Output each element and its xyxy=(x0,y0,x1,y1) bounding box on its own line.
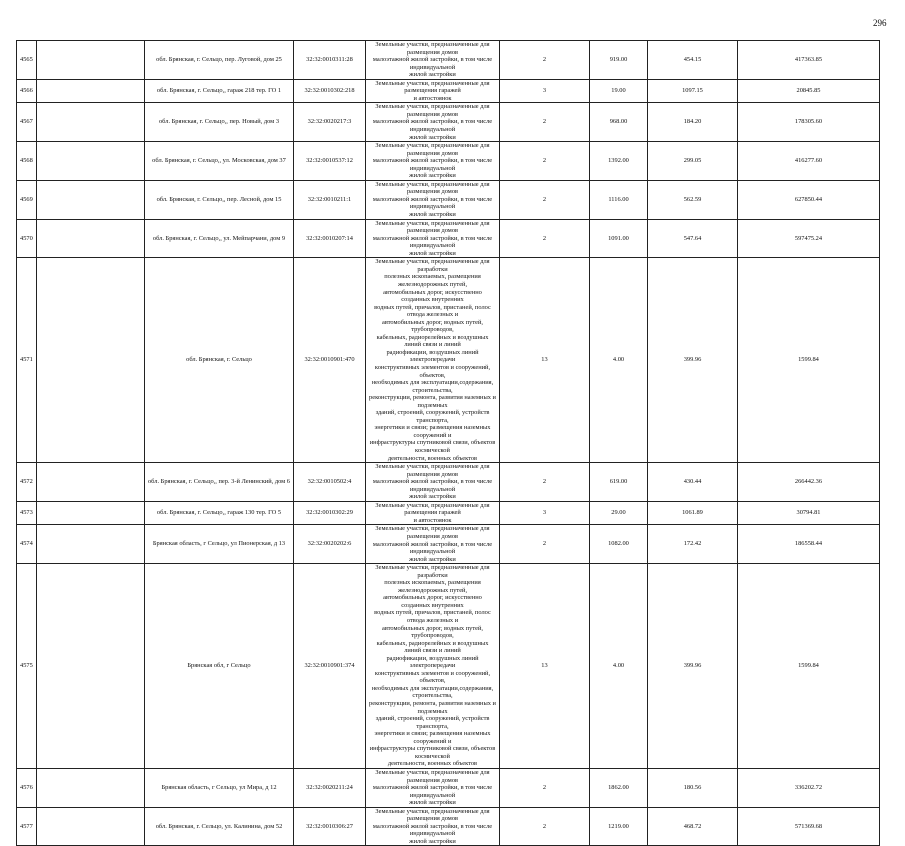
row-number-cell: 4572 xyxy=(17,463,37,502)
table-row xyxy=(17,79,880,103)
group-cell: 2 xyxy=(500,142,590,181)
cadastral-number-cell: 32:32:0010537:12 xyxy=(294,142,366,181)
address-cell: обл. Брянская, г. Сельцо,, ул. Московская, дом 37 xyxy=(145,142,294,181)
address-cell: Брянская область, г Сельцо, ул Пионерская, д 13 xyxy=(145,525,294,564)
land-use-cell: Земельные участки, предназначенные для размещения домов малоэтажной жилой застройки, в том числе индивидуальной жилой застройки xyxy=(366,142,500,181)
cadastral-number-cell: 32:32:0010302:218 xyxy=(294,79,366,103)
address-cell: Брянская обл, г Сельцо xyxy=(145,564,294,769)
specific-value-cell: 399.96 xyxy=(648,564,738,769)
land-use-cell: Земельные участки, предназначенные для размещения гаражей и автостоянок xyxy=(366,79,500,103)
row-number-cell: 4576 xyxy=(17,768,37,807)
group-cell: 2 xyxy=(500,463,590,502)
cadastral-value-cell: 266442.36 xyxy=(738,463,880,502)
land-use-cell: Земельные участки, предназначенные для размещения домов малоэтажной жилой застройки, в том числе индивидуальной жилой застройки xyxy=(366,463,500,502)
cadastral-number-cell: 32:32:0020217:3 xyxy=(294,103,366,142)
cadastral-number-cell: 32:32:0020202:6 xyxy=(294,525,366,564)
specific-value-cell: 454.15 xyxy=(648,41,738,80)
land-use-cell: Земельные участки, предназначенные для размещения гаражей и автостоянок xyxy=(366,501,500,525)
group-cell: 2 xyxy=(500,807,590,846)
area-cell: 1082.00 xyxy=(590,525,648,564)
land-use-cell: Земельные участки, предназначенные для разработки полезных ископаемых, размещения железнодорожных путей, автомобильных дорог, искусственно созданных внутренних водных путей, причалов, пристаней, полос отвода железных и автомобильных дорог, водных путей, трубопроводов, кабельных, радиорелейных и воздушных линий связи и линий радиофикации, воздушных линий электропередачи конструктивных элементов и сооружений, объектов, необходимых для эксплуатации,содержания, строительства, реконструкции, ремонта, развития наземных и подземных зданий, строений, сооружений, устройств транспорта, энергетики и связи; размещения наземных сооружений и инфраструктуры спутниковой связи, объектов космической деятельности, военных объектов xyxy=(366,564,500,769)
table-row xyxy=(17,564,880,769)
empty-cell xyxy=(37,463,145,502)
cadastral-value-cell: 597475.24 xyxy=(738,219,880,258)
cadastral-number-cell: 32:32:0010901:374 xyxy=(294,564,366,769)
cadastral-value-cell: 1599.84 xyxy=(738,258,880,463)
row-number-cell: 4574 xyxy=(17,525,37,564)
table-row xyxy=(17,807,880,846)
address-cell: обл. Брянская, г. Сельцо, пер. Луговой, дом 25 xyxy=(145,41,294,80)
table-row xyxy=(17,41,880,80)
specific-value-cell: 562.59 xyxy=(648,180,738,219)
address-cell: обл. Брянская, г. Сельцо,, пер. Лесной, дом 15 xyxy=(145,180,294,219)
area-cell: 1116.00 xyxy=(590,180,648,219)
table-row xyxy=(17,180,880,219)
table-row xyxy=(17,501,880,525)
cadastral-value-cell: 178305.60 xyxy=(738,103,880,142)
cadastral-value-cell: 627850.44 xyxy=(738,180,880,219)
group-cell: 13 xyxy=(500,258,590,463)
empty-cell xyxy=(37,103,145,142)
specific-value-cell: 1097.15 xyxy=(648,79,738,103)
specific-value-cell: 547.64 xyxy=(648,219,738,258)
area-cell: 968.00 xyxy=(590,103,648,142)
table-row xyxy=(17,219,880,258)
specific-value-cell: 430.44 xyxy=(648,463,738,502)
land-use-cell: Земельные участки, предназначенные для размещения домов малоэтажной жилой застройки, в том числе индивидуальной жилой застройки xyxy=(366,41,500,80)
group-cell: 3 xyxy=(500,79,590,103)
row-number-cell: 4567 xyxy=(17,103,37,142)
cadastral-value-cell: 20845.85 xyxy=(738,79,880,103)
row-number-cell: 4571 xyxy=(17,258,37,463)
specific-value-cell: 468.72 xyxy=(648,807,738,846)
land-use-cell: Земельные участки, предназначенные для размещения домов малоэтажной жилой застройки, в том числе индивидуальной жилой застройки xyxy=(366,180,500,219)
group-cell: 2 xyxy=(500,768,590,807)
specific-value-cell: 172.42 xyxy=(648,525,738,564)
empty-cell xyxy=(37,525,145,564)
cadastral-number-cell: 32:32:0010207:14 xyxy=(294,219,366,258)
address-cell: обл. Брянская, г. Сельцо xyxy=(145,258,294,463)
table-row xyxy=(17,463,880,502)
row-number-cell: 4568 xyxy=(17,142,37,181)
cadastral-number-cell: 32:32:0010502:4 xyxy=(294,463,366,502)
area-cell: 4.00 xyxy=(590,564,648,769)
group-cell: 2 xyxy=(500,525,590,564)
cadastral-value-cell: 30794.81 xyxy=(738,501,880,525)
row-number-cell: 4573 xyxy=(17,501,37,525)
specific-value-cell: 180.56 xyxy=(648,768,738,807)
registry-table xyxy=(16,40,880,846)
cadastral-value-cell: 1599.84 xyxy=(738,564,880,769)
area-cell: 919.00 xyxy=(590,41,648,80)
specific-value-cell: 299.05 xyxy=(648,142,738,181)
address-cell: обл. Брянская, г. Сельцо, ул. Калинина, дом 52 xyxy=(145,807,294,846)
table-row xyxy=(17,768,880,807)
table-row xyxy=(17,525,880,564)
area-cell: 1862.00 xyxy=(590,768,648,807)
area-cell: 19.00 xyxy=(590,79,648,103)
row-number-cell: 4565 xyxy=(17,41,37,80)
empty-cell xyxy=(37,219,145,258)
cadastral-number-cell: 32:32:0020211:24 xyxy=(294,768,366,807)
specific-value-cell: 1061.89 xyxy=(648,501,738,525)
area-cell: 4.00 xyxy=(590,258,648,463)
cadastral-number-cell: 32:32:0010311:28 xyxy=(294,41,366,80)
area-cell: 29.00 xyxy=(590,501,648,525)
area-cell: 1392.00 xyxy=(590,142,648,181)
area-cell: 1091.00 xyxy=(590,219,648,258)
address-cell: обл. Брянская, г. Сельцо,, ул. Мейпарчани, дом 9 xyxy=(145,219,294,258)
group-cell: 2 xyxy=(500,41,590,80)
address-cell: обл. Брянская, г. Сельцо,, пер. 3-й Ленинский, дом 6 xyxy=(145,463,294,502)
empty-cell xyxy=(37,564,145,769)
land-use-cell: Земельные участки, предназначенные для разработки полезных ископаемых, размещения железнодорожных путей, автомобильных дорог, искусственно созданных внутренних водных путей, причалов, пристаней, полос отвода железных и автомобильных дорог, водных путей, трубопроводов, кабельных, радиорелейных и воздушных линий связи и линий радиофикации, воздушных линий электропередачи конструктивных элементов и сооружений, объектов, необходимых для эксплуатации,содержания, строительства, реконструкции, ремонта, развития наземных и подземных зданий, строений, сооружений, устройств транспорта, энергетики и связи; размещения наземных сооружений и инфраструктуры спутниковой связи, объектов космической деятельности, военных объектов xyxy=(366,258,500,463)
table-row xyxy=(17,103,880,142)
specific-value-cell: 399.96 xyxy=(648,258,738,463)
land-use-cell: Земельные участки, предназначенные для размещения домов малоэтажной жилой застройки, в том числе индивидуальной жилой застройки xyxy=(366,219,500,258)
empty-cell xyxy=(37,180,145,219)
empty-cell xyxy=(37,79,145,103)
row-number-cell: 4577 xyxy=(17,807,37,846)
land-use-cell: Земельные участки, предназначенные для размещения домов малоэтажной жилой застройки, в том числе индивидуальной жилой застройки xyxy=(366,103,500,142)
page-number: 296 xyxy=(873,18,887,28)
area-cell: 619.00 xyxy=(590,463,648,502)
empty-cell xyxy=(37,768,145,807)
cadastral-value-cell: 416277.60 xyxy=(738,142,880,181)
cadastral-number-cell: 32:32:0010306:27 xyxy=(294,807,366,846)
row-number-cell: 4575 xyxy=(17,564,37,769)
cadastral-value-cell: 336202.72 xyxy=(738,768,880,807)
land-use-cell: Земельные участки, предназначенные для размещения домов малоэтажной жилой застройки, в том числе индивидуальной жилой застройки xyxy=(366,525,500,564)
cadastral-number-cell: 32:32:0010211:1 xyxy=(294,180,366,219)
address-cell: обл. Брянская, г. Сельцо,, гараж 130 тер. ГО 5 xyxy=(145,501,294,525)
empty-cell xyxy=(37,501,145,525)
registry-body xyxy=(17,41,880,846)
empty-cell xyxy=(37,142,145,181)
land-use-cell: Земельные участки, предназначенные для размещения домов малоэтажной жилой застройки, в том числе индивидуальной жилой застройки xyxy=(366,807,500,846)
row-number-cell: 4570 xyxy=(17,219,37,258)
empty-cell xyxy=(37,41,145,80)
cadastral-value-cell: 571369.68 xyxy=(738,807,880,846)
table-row xyxy=(17,258,880,463)
cadastral-value-cell: 417363.85 xyxy=(738,41,880,80)
group-cell: 2 xyxy=(500,219,590,258)
group-cell: 2 xyxy=(500,180,590,219)
table-row xyxy=(17,142,880,181)
empty-cell xyxy=(37,258,145,463)
group-cell: 2 xyxy=(500,103,590,142)
address-cell: обл. Брянская, г. Сельцо,, пер. Новый, дом 3 xyxy=(145,103,294,142)
row-number-cell: 4566 xyxy=(17,79,37,103)
cadastral-number-cell: 32:32:0010901:470 xyxy=(294,258,366,463)
cadastral-number-cell: 32:32:0010302:29 xyxy=(294,501,366,525)
row-number-cell: 4569 xyxy=(17,180,37,219)
specific-value-cell: 184.20 xyxy=(648,103,738,142)
address-cell: Брянская область, г Сельцо, ул Мира, д 12 xyxy=(145,768,294,807)
area-cell: 1219.00 xyxy=(590,807,648,846)
address-cell: обл. Брянская, г. Сельцо,, гараж 218 тер. ГО 1 xyxy=(145,79,294,103)
group-cell: 13 xyxy=(500,564,590,769)
cadastral-value-cell: 186558.44 xyxy=(738,525,880,564)
empty-cell xyxy=(37,807,145,846)
land-use-cell: Земельные участки, предназначенные для размещения домов малоэтажной жилой застройки, в том числе индивидуальной жилой застройки xyxy=(366,768,500,807)
group-cell: 3 xyxy=(500,501,590,525)
